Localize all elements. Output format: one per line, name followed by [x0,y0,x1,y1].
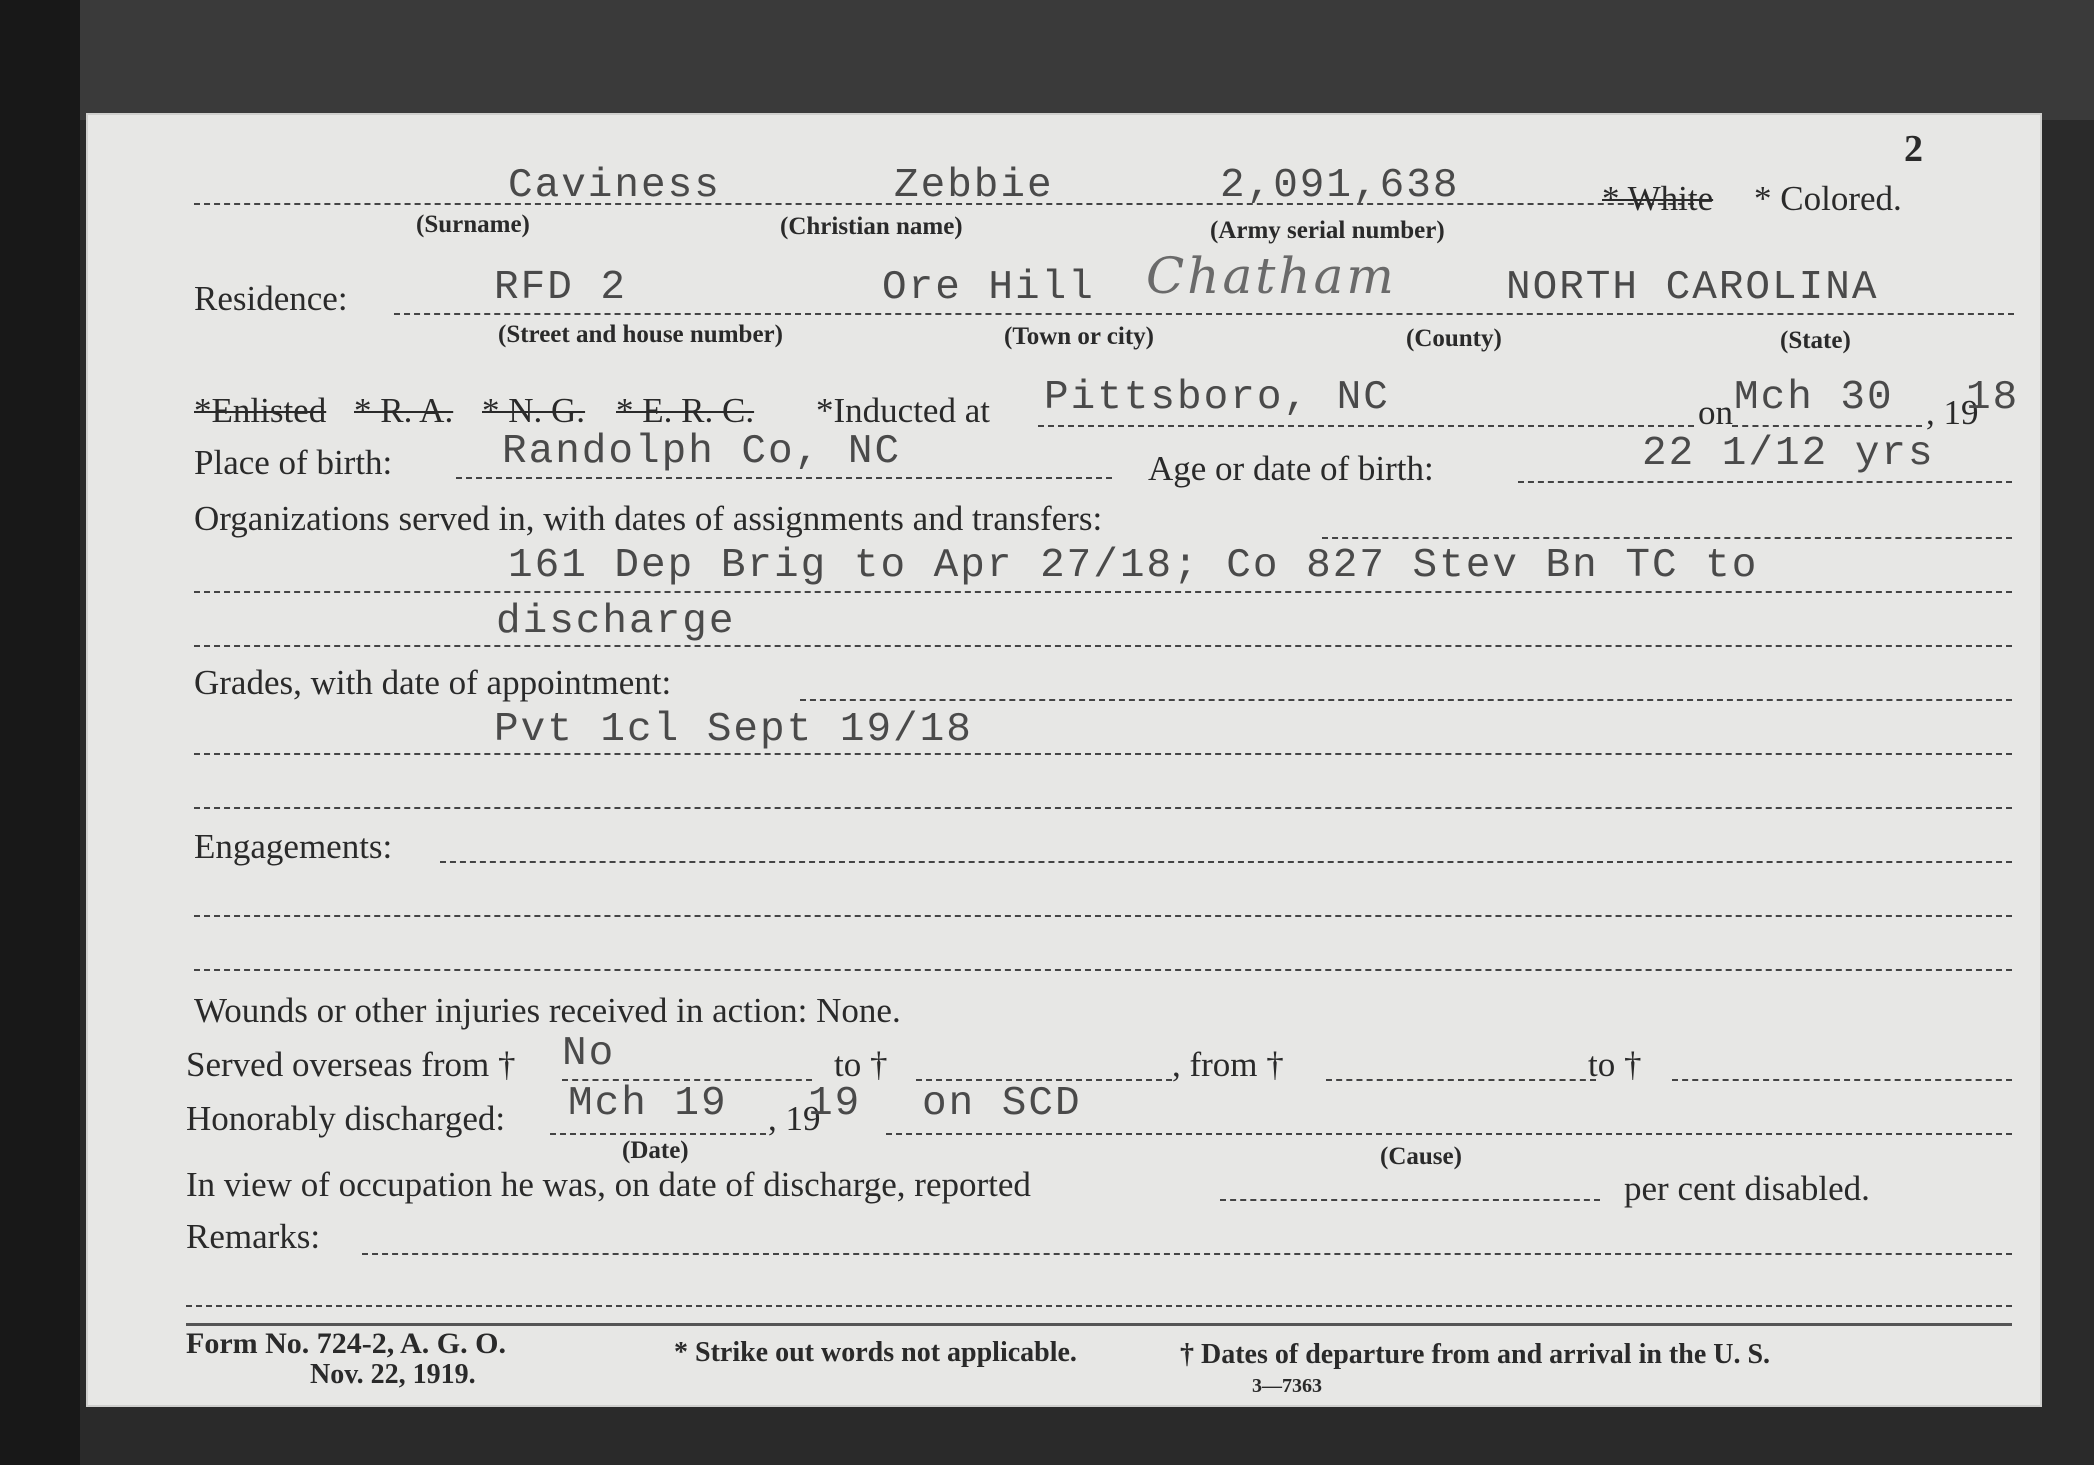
race-colored: * Colored. [1754,179,1902,218]
overseas-to2-label: to † [1588,1045,1642,1084]
christian-name-value: Zebbie [894,163,1054,209]
residence-label: Residence: [194,279,348,318]
residence-town-value: Ore Hill [882,265,1095,311]
induction-date-value: Mch 30 [1734,375,1894,421]
occupation-suffix: per cent disabled. [1624,1169,1870,1208]
scan-top-band [0,0,2094,120]
organizations-line2-value: discharge [496,599,736,645]
inducted-label: *Inducted at [816,391,990,430]
inducted-at-value: Pittsboro, NC [1044,375,1390,421]
discharge-date-value: Mch 19 [568,1081,728,1127]
grades-line-2 [194,807,2012,809]
remarks-label: Remarks: [186,1217,321,1256]
label-county: (County) [1406,325,1502,352]
label-discharge-date: (Date) [622,1137,689,1164]
overseas-to-label: to † [834,1045,888,1084]
footer-rule [186,1323,2012,1326]
grades-line1-value: Pvt 1cl Sept 19/18 [494,707,973,753]
organizations-line-1 [194,591,2012,593]
place-of-birth-line [456,477,1112,479]
age-value: 22 1/12 yrs [1642,431,1935,477]
engagements-line-1 [194,915,2012,917]
grades-line-0 [800,699,2012,701]
served-overseas-label: Served overseas from † [186,1045,516,1084]
enlisted-struck: *Enlisted [194,391,327,430]
label-serial-number: (Army serial number) [1210,217,1445,244]
label-christian-name: (Christian name) [780,213,963,240]
race-white-struck: * White [1602,179,1714,218]
induction-date-line [1732,425,1922,427]
erc-struck: * E. R. C. [616,391,755,430]
induction-year-suffix: 18 [1966,375,2020,421]
organizations-line1-value: 161 Dep Brig to Apr 27/18; Co 827 Stev Bn TC to [508,543,1759,589]
serial-number-value: 2,091,638 [1220,163,1460,209]
label-surname: (Surname) [416,211,530,238]
overseas-from-value: No [562,1031,616,1077]
engagements-line-2 [194,969,2012,971]
occupation-text: In view of occupation he was, on date of discharge, reported [186,1165,1031,1204]
remarks-line-1 [186,1305,2012,1307]
label-discharge-cause: (Cause) [1380,1143,1462,1170]
service-record-card [86,113,2042,1407]
strike-note: * Strike out words not applicable. [674,1337,1077,1368]
residence-state-value: NORTH CAROLINA [1506,265,1879,311]
organizations-label: Organizations served in, with dates of assignments and transfers: [194,499,1103,538]
surname-value: Caviness [508,163,721,209]
residence-street-value: RFD 2 [494,265,628,311]
discharge-cause-line [886,1133,2012,1135]
age-line [1518,481,2012,483]
engagements-label: Engagements: [194,827,393,866]
residence-county-value: Chatham [1146,247,1397,305]
discharge-date-line [550,1133,766,1135]
discharge-year-suffix: 19 [808,1081,862,1127]
label-street: (Street and house number) [498,321,783,348]
organizations-line-2 [194,645,2012,647]
form-number: Form No. 724-2, A. G. O. [186,1327,506,1360]
inducted-line [1038,425,1694,427]
induction-year-prefix: , 19 [1926,393,1979,432]
overseas-from2-label: , from † [1172,1045,1284,1084]
label-town: (Town or city) [1004,323,1154,350]
ra-struck: * R. A. [354,391,454,430]
occupation-line [1220,1199,1600,1201]
scan-left-band [0,0,80,1465]
grades-line-1 [194,753,2012,755]
page-number: 2 [1904,128,1923,170]
form-date: Nov. 22, 1919. [310,1359,476,1390]
label-state: (State) [1780,327,1851,354]
on-label: on [1698,393,1733,432]
wounds-text: Wounds or other injuries received in action: None. [194,991,901,1030]
residence-line [394,313,2014,315]
discharged-label: Honorably discharged: [186,1099,506,1138]
overseas-to2-line [1672,1079,2012,1081]
discharge-year-prefix: , 19 [768,1099,821,1138]
print-code: 3—7363 [1252,1375,1322,1397]
discharge-cause-value: on SCD [922,1081,1082,1127]
dagger-note: † Dates of departure from and arrival in the U. S. [1180,1339,1771,1370]
engagements-line-0 [440,861,2012,863]
place-of-birth-value: Randolph Co, NC [502,429,902,475]
remarks-line-0 [362,1253,2012,1255]
place-of-birth-label: Place of birth: [194,443,393,482]
ng-struck: * N. G. [482,391,586,430]
organizations-line-0 [1322,537,2012,539]
overseas-from2-line [1326,1079,1596,1081]
grades-label: Grades, with date of appointment: [194,663,672,702]
age-label: Age or date of birth: [1148,449,1434,488]
